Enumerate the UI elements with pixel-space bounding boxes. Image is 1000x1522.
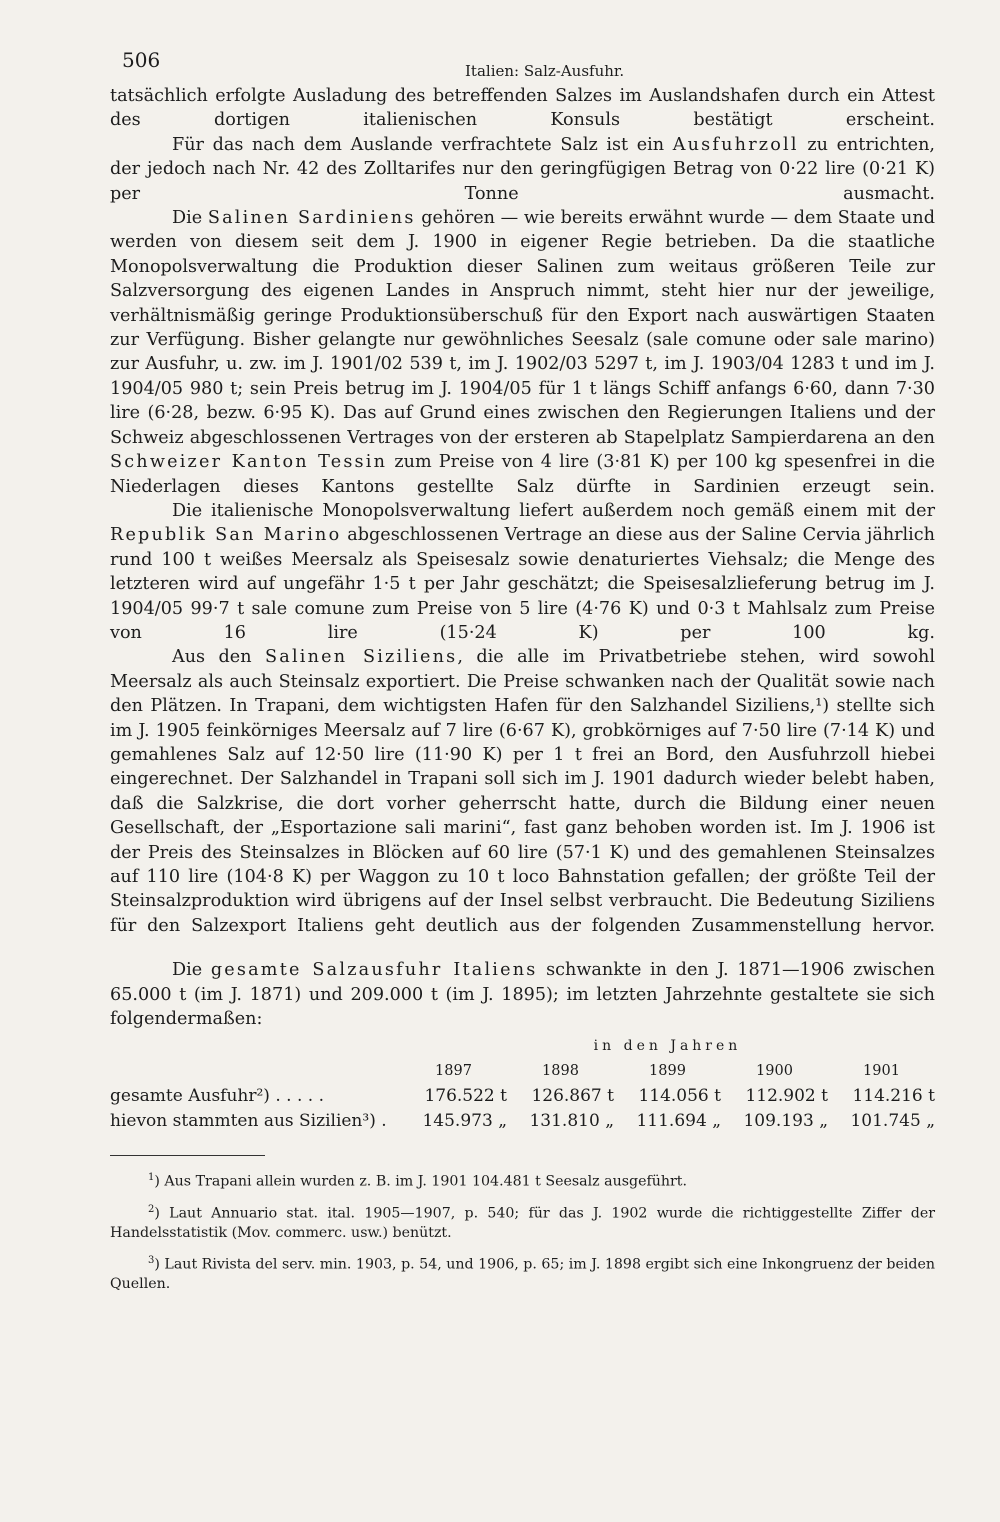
paragraph-san-marino bbox=[110, 499, 935, 645]
paragraph-sardinia bbox=[110, 206, 935, 499]
paragraph-text: Für das nach dem Auslande verfrachtete Salz ist ein bbox=[172, 134, 673, 155]
footnote-text: ) Aus Trapani allein wurden z. B. im J. 1901 104.481 t Seesalz ausgeführt. bbox=[154, 1174, 688, 1191]
spaced-emphasis: Salinen Sardiniens bbox=[207, 208, 416, 229]
year-header: 1898 bbox=[542, 1062, 579, 1079]
running-title: Italien: Salz-Ausfuhr. bbox=[465, 62, 625, 80]
export-table bbox=[110, 1033, 935, 1133]
year-header: 1899 bbox=[649, 1062, 686, 1079]
table-row bbox=[110, 1083, 935, 1108]
footnote-text: ) Laut Rivista del serv. min. 1903, p. 54, und 1906, p. 65; im J. 1898 ergibt sich eine Inkongruenz der beiden Quellen. bbox=[110, 1256, 935, 1293]
paragraph-text: schwankte in den J. 1871—1906 zwischen 65.000 t (im J. 1871) und 209.000 t (im J. 1895); im letzten Jahrzehnte gestaltete sie sich folgendermaßen: bbox=[110, 960, 935, 1030]
footnote-2 bbox=[110, 1200, 935, 1244]
table-cell: 126.867 t bbox=[531, 1085, 614, 1106]
table-cell: 112.902 t bbox=[745, 1085, 828, 1106]
year-header: 1901 bbox=[863, 1062, 900, 1079]
table-cell: 101.745 „ bbox=[850, 1110, 935, 1131]
table-cell: 111.694 „ bbox=[636, 1110, 721, 1131]
paragraph-1 bbox=[110, 84, 935, 133]
year-header: 1900 bbox=[756, 1062, 793, 1079]
footnote-mark: 1 bbox=[148, 1172, 155, 1184]
footnote-mark: 2 bbox=[148, 1203, 155, 1215]
row-label: gesamte Ausfuhr²) . . . . . bbox=[110, 1085, 324, 1106]
table-cell: 109.193 „ bbox=[743, 1110, 828, 1131]
footnote-3 bbox=[110, 1251, 935, 1295]
spaced-emphasis: Ausfuhrzoll bbox=[672, 134, 799, 155]
table-cell: 114.216 t bbox=[852, 1085, 935, 1106]
footnote-mark: 3 bbox=[148, 1254, 155, 1266]
paragraph-text: Die bbox=[172, 208, 208, 229]
table-row bbox=[110, 1108, 935, 1133]
paragraph-text: , die alle im Privatbetriebe stehen, wird sowohl Meersalz als auch Steinsalz exportiert. Die Preise schwanken nach der Qualität sowie nach den Plätzen. In Trapani, dem wichtigsten Hafen für den Salzhandel Siziliens,¹) stellte sich im J. 1905 feinkörniges Meersalz auf 7 lire (6·67 K), grobkörniges auf 7·50 lire (7·14 K) und gemahlenes Salz auf 12·50 lire (11·90 K) per 1 t frei an Bord, den Ausfuhrzoll hiebei eingerechnet. Der Salzhandel in Trapani soll sich im J. 1901 dadurch wieder belebt haben, daß die Salzkrise, die dort vorher geherrscht hatte, durch die Bildung einer neuen Gesellschaft, der „Esportazione sali marini“, fast ganz behoben worden ist. Im J. 1906 ist der Preis des Steinsalzes in Blöcken auf 60 lire (57·1 K) und des gemahlenen Steinsalzes auf 110 lire (104·8 K) per Waggon zu 10 t loco Bahnstation gefallen; der größte Teil der Steinsalzproduktion wird übrigens auf der Insel selbst verbraucht. Die Bedeutung Siziliens für den Salzexport Italiens geht deutlich aus der folgenden Zusammenstellung hervor. bbox=[110, 647, 935, 936]
row-label: hievon stammten aus Sizilien³) . bbox=[110, 1110, 387, 1131]
page-header bbox=[110, 48, 935, 84]
year-header: 1897 bbox=[435, 1062, 472, 1079]
paragraph-text: Aus den bbox=[172, 647, 266, 668]
spaced-emphasis: Schweizer Kanton Tessin bbox=[110, 452, 388, 473]
table-group-header: in den Jahren bbox=[593, 1037, 742, 1054]
table-cell: 114.056 t bbox=[638, 1085, 721, 1106]
paragraph-sicily bbox=[110, 645, 935, 938]
paragraph-total-export bbox=[110, 958, 935, 1031]
page-number: 506 bbox=[122, 48, 161, 72]
footnote-divider bbox=[110, 1155, 265, 1156]
document-page bbox=[110, 48, 935, 1302]
spaced-emphasis: gesamte Salzausfuhr Italiens bbox=[210, 960, 538, 981]
paragraph-text: tatsächlich erfolgte Ausladung des betreffenden Salzes im Auslandshafen durch ein Attest des dortigen italienischen Konsuls bestätigt erscheint. bbox=[110, 86, 935, 131]
table-cell: 176.522 t bbox=[424, 1085, 507, 1106]
footnote-text: ) Laut Annuario stat. ital. 1905—1907, p. 540; für das J. 1902 wurde die richtiggestellte Ziffer der Handelsstatistik (Mov. commerc. usw.) benützt. bbox=[110, 1205, 935, 1242]
spaced-emphasis: Salinen Siziliens bbox=[265, 647, 458, 668]
paragraph-text: Die bbox=[172, 960, 211, 981]
paragraph-text: abgeschlossenen Vertrage an diese aus der Saline Cervia jährlich rund 100 t weißes Meersalz als Speisesalz sowie denaturiertes Viehsalz; die Menge des letzteren wird auf ungefähr 1·5 t per Jahr geschätzt; die Speisesalzlieferung betrug im J. 1904/05 99·7 t sale comune zum Preise von 5 lire (4·76 K) und 0·3 t Mahlsalz zum Preise von 16 lire (15·24 K) per 100 kg. bbox=[110, 525, 935, 643]
spaced-emphasis: Republik San Marino bbox=[110, 525, 342, 546]
table-cell: 131.810 „ bbox=[529, 1110, 614, 1131]
paragraph-text: Die italienische Monopolsverwaltung liefert außerdem noch gemäß einem mit der bbox=[172, 500, 935, 521]
table-cell: 145.973 „ bbox=[422, 1110, 507, 1131]
paragraph-text: gehören — wie bereits erwähnt wurde — dem Staate und werden von diesem seit dem J. 1900 in eigener Regie betrieben. Da die staatliche Monopolsverwaltung die Produktion dieser Salinen zum weitaus größeren Teile zur Salzversorgung des eigenen Landes in Anspruch nimmt, steht hier nur der jeweilige, verhältnismäßig geringe Produktionsüberschuß für den Export nach auswärtigen Staaten zur Verfügung. Bisher gelangte nur gewöhnliches Seesalz (sale comune oder sale marino) zur Ausfuhr, u. zw. im J. 1901/02 539 t, im J. 1902/03 5297 t, im J. 1903/04 1283 t und im J. 1904/05 980 t; sein Preis betrug im J. 1904/05 für 1 t längs Schiff anfangs 6·60, dann 7·30 lire (6·28, bezw. 6·95 K). Das auf Grund eines zwischen den Regierungen Italiens und der Schweiz abgeschlossenen Vertrages von der ersteren ab Stapelplatz Sampierdarena an den bbox=[110, 208, 935, 448]
paragraph-2 bbox=[110, 133, 935, 206]
footnote-1 bbox=[110, 1168, 935, 1192]
paragraph-text: zu entrichten, der jedoch nach Nr. 42 des Zolltarifes nur den geringfügigen Betrag von 0·22 lire (0·21 K) per Tonne ausmacht. bbox=[110, 134, 936, 204]
paragraph-text: zum Preise von 4 lire (3·81 K) per 100 kg spesenfrei in die Niederlagen dieses Kantons gestellte Salz dürfte in Sardinien erzeugt sein. bbox=[110, 452, 935, 497]
